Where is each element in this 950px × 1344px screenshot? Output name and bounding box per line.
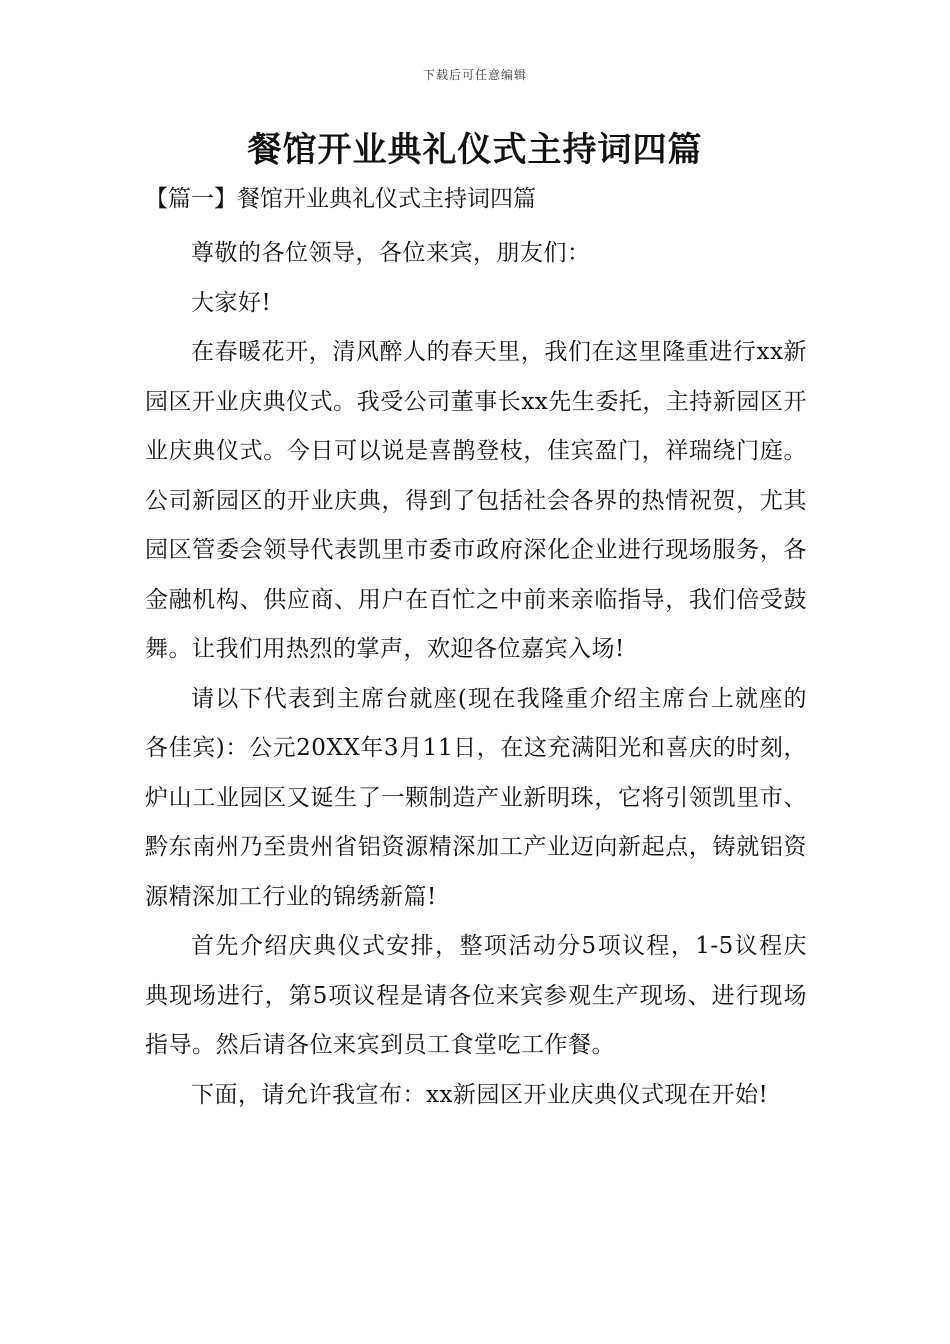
greeting-paragraph: 尊敬的各位领导，各位来宾，朋友们： [191, 240, 591, 266]
body-paragraph: 请以下代表到主席台就座(现在我隆重介绍主席台上就座的各佳宾)：公元20XX年3月11日，在这充满阳光和喜庆的时刻，炉山工业园区又诞生了一颗制造产业新明珠，它将引领凯里市、黔东南州乃至贵州省铝资源精深加工产业迈向新起点，铸就铝资源精深加工行业的锦绣新篇! [145, 685, 807, 910]
header-note: 下载后可任意编辑 [422, 68, 527, 82]
document-body [145, 180, 807, 1120]
section-heading: 【篇一】餐馆开业典礼仪式主持词四篇 [145, 186, 536, 212]
body-paragraph: 首先介绍庆典仪式安排，整项活动分5项议程，1-5议程庆典现场进行，第5项议程是请各位来宾参观生产现场、进行现场指导。然后请各位来宾到员工食堂吃工作餐。 [145, 933, 807, 1058]
body-paragraph: 下面，请允许我宣布：xx新园区开业庆典仪式现在开始! [191, 1081, 769, 1108]
document-title: 餐馆开业典礼仪式主持词四篇 [247, 130, 703, 170]
body-paragraph: 在春暖花开，清风醉人的春天里，我们在这里隆重进行xx新园区开业庆典仪式。我受公司董事长xx先生委托，主持新园区开业庆典仪式。今日可以说是喜鹊登枝，佳宾盈门，祥瑞绕门庭。公司新园区的开业庆典，得到了包括社会各界的热情祝贺，尤其园区管委会领导代表凯里市委市政府深化企业进行现场服务，各金融机构、供应商、用户在百忙之中前来亲临指导，我们倍受鼓舞。让我们用热烈的掌声，欢迎各位嘉宾入场! [145, 339, 807, 662]
hello-paragraph: 大家好! [191, 289, 272, 316]
